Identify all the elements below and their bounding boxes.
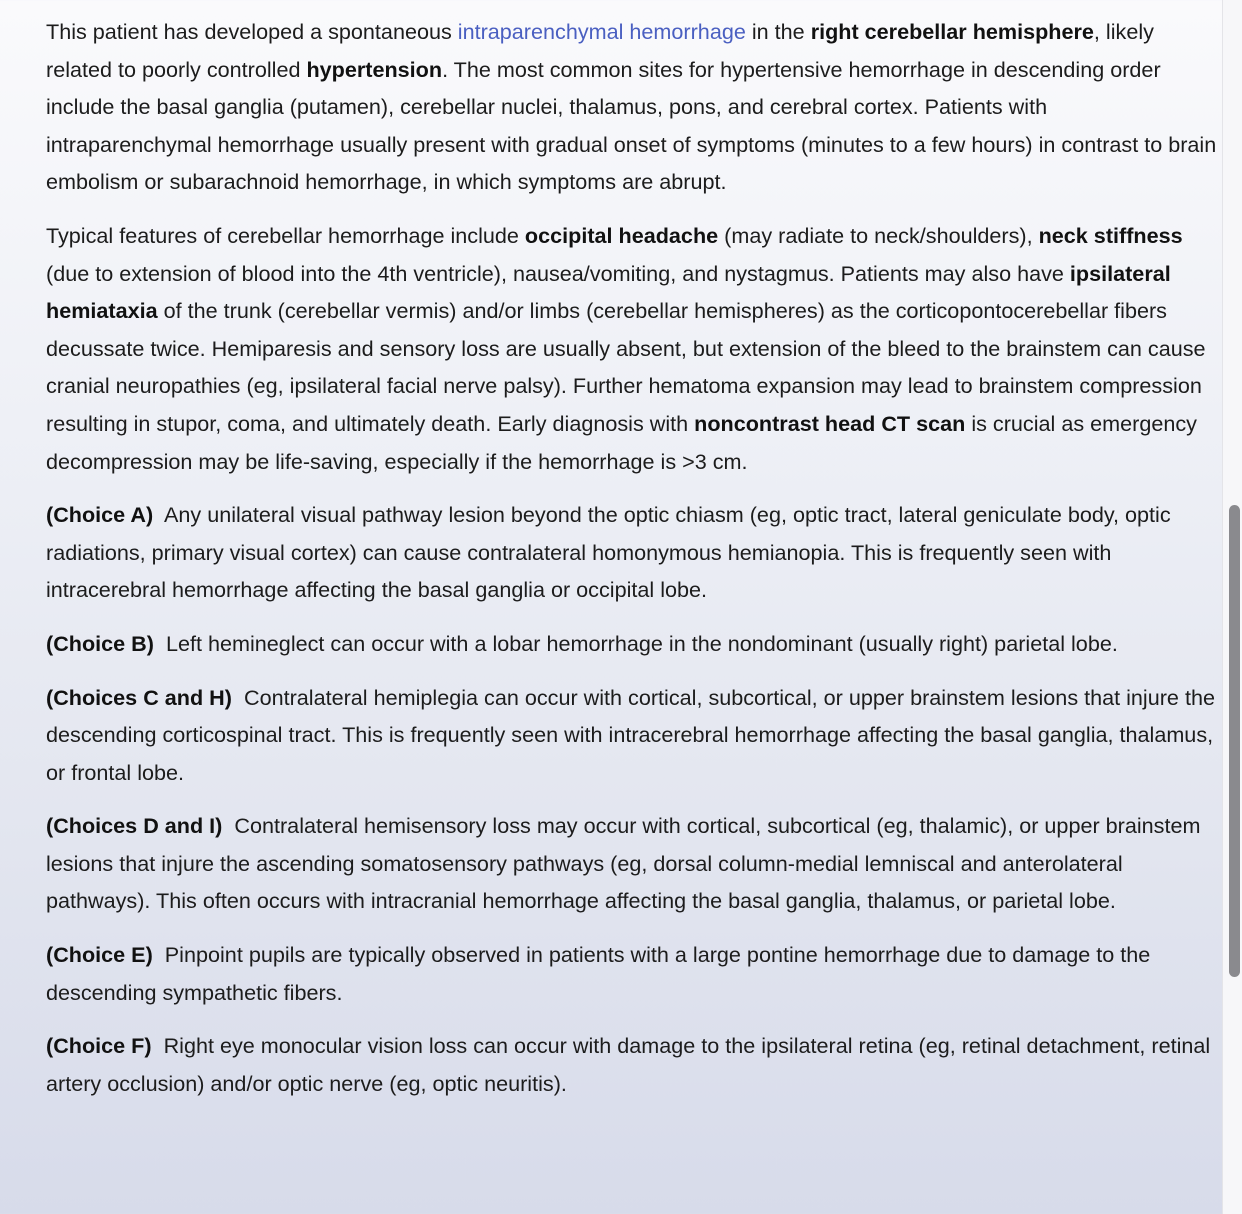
choice-c-h-text: Contralateral hemiplegia can occur with cortical, subcortical, or upper brainstem lesions that injure the descending corticospinal tract. This is frequently seen with intracerebral hemorrhage affecting the basal ganglia, thalamus, or frontal lobe. xyxy=(46,684,1215,785)
choice-b-explanation xyxy=(46,625,1218,663)
p1-bold-right-cerebellar-hemisphere: right cerebellar hemisphere xyxy=(810,19,1094,44)
choice-d-i-label: (Choices D and I) xyxy=(46,813,223,839)
choice-a-text: Any unilateral visual pathway lesion beyond the optic chiasm (eg, optic tract, lateral geniculate body, optic radiations, primary visual cortex) can cause contralateral homonymous hemianopia. This is frequently seen with intracerebral hemorrhage affecting the basal ganglia or occipital lobe. xyxy=(46,502,1171,603)
choice-b-text: Left hemineglect can occur with a lobar hemorrhage in the nondominant (usually right) parietal lobe. xyxy=(165,630,1118,656)
choice-f-label: (Choice F) xyxy=(46,1033,152,1059)
explanation-paragraph-intro xyxy=(46,13,1218,201)
p2-bold-occipital-headache: occipital headache xyxy=(524,222,719,248)
p2-text-a: Typical features of cerebellar hemorrhage include xyxy=(46,222,525,248)
vertical-scrollbar-thumb[interactable] xyxy=(1229,505,1240,977)
p2-text-d: of the trunk (cerebellar vermis) and/or limbs (cerebellar hemispheres) as the corticopontocerebellar fibers decussate twice. Hemiparesis and sensory loss are usually absent, but extension of the bleed to the brainstem can cause cranial neuropathies (eg, ipsilateral facial nerve palsy). Further hematoma expansion may lead to brainstem compression resulting in stupor, coma, and ultimately death. Early diagnosis with xyxy=(46,298,1206,436)
choice-e-label: (Choice E) xyxy=(46,942,153,968)
p2-text-e: is crucial as emergency decompression may be life-saving, especially if the hemorrhage is >3 cm. xyxy=(46,410,1197,474)
choice-e-explanation xyxy=(46,936,1218,1011)
choice-c-h-label: (Choices C and H) xyxy=(46,684,232,710)
p1-text-b: in the xyxy=(745,19,811,44)
p1-text-a: This patient has developed a spontaneous xyxy=(46,19,458,44)
choice-e-text: Pinpoint pupils are typically observed in patients with a large pontine hemorrhage due to damage to the descending sympathetic fibers. xyxy=(46,942,1151,1005)
p2-bold-ipsilateral-hemiataxia: ipsilateral hemiataxia xyxy=(46,260,1171,324)
p2-bold-neck-stiffness: neck stiffness xyxy=(1038,222,1183,248)
choice-d-i-explanation xyxy=(46,807,1218,920)
p2-text-c: (due to extension of blood into the 4th ventricle), nausea/vomiting, and nystagmus. Patients may also have xyxy=(46,260,1070,286)
choice-c-h-explanation xyxy=(46,679,1218,792)
explanation-content xyxy=(46,13,1218,1118)
choice-d-i-text: Contralateral hemisensory loss may occur with cortical, subcortical (eg, thalamic), or upper brainstem lesions that injure the ascending somatosensory pathways (eg, dorsal column-medial lemniscal and anterolateral pathways). This often occurs with intracranial hemorrhage affecting the basal ganglia, thalamus, or parietal lobe. xyxy=(46,813,1201,914)
choice-f-explanation xyxy=(46,1027,1218,1102)
p1-text-d: . The most common sites for hypertensive hemorrhage in descending order include the basal ganglia (putamen), cerebellar nuclei, thalamus, pons, and cerebral cortex. Patients with intraparenchymal hemorrhage usually present with gradual onset of symptoms (minutes to a few hours) in contrast to brain embolism or subarachnoid hemorrhage, in which symptoms are abrupt. xyxy=(46,56,1217,195)
p2-text-b: (may radiate to neck/shoulders), xyxy=(718,222,1039,248)
choice-b-label: (Choice B) xyxy=(46,630,154,656)
choice-f-text: Right eye monocular vision loss can occur with damage to the ipsilateral retina (eg, retinal detachment, retinal artery occlusion) and/or optic nerve (eg, optic neuritis). xyxy=(46,1033,1211,1096)
choice-a-label: (Choice A) xyxy=(46,502,154,528)
p1-text-c: , likely related to poorly controlled xyxy=(46,19,1154,82)
intraparenchymal-hemorrhage-link[interactable]: intraparenchymal hemorrhage xyxy=(457,19,746,44)
explanation-paragraph-features xyxy=(46,217,1218,480)
p2-bold-noncontrast-head-ct: noncontrast head CT scan xyxy=(694,410,966,436)
choice-a-explanation xyxy=(46,496,1218,609)
p1-bold-hypertension: hypertension xyxy=(306,56,443,82)
